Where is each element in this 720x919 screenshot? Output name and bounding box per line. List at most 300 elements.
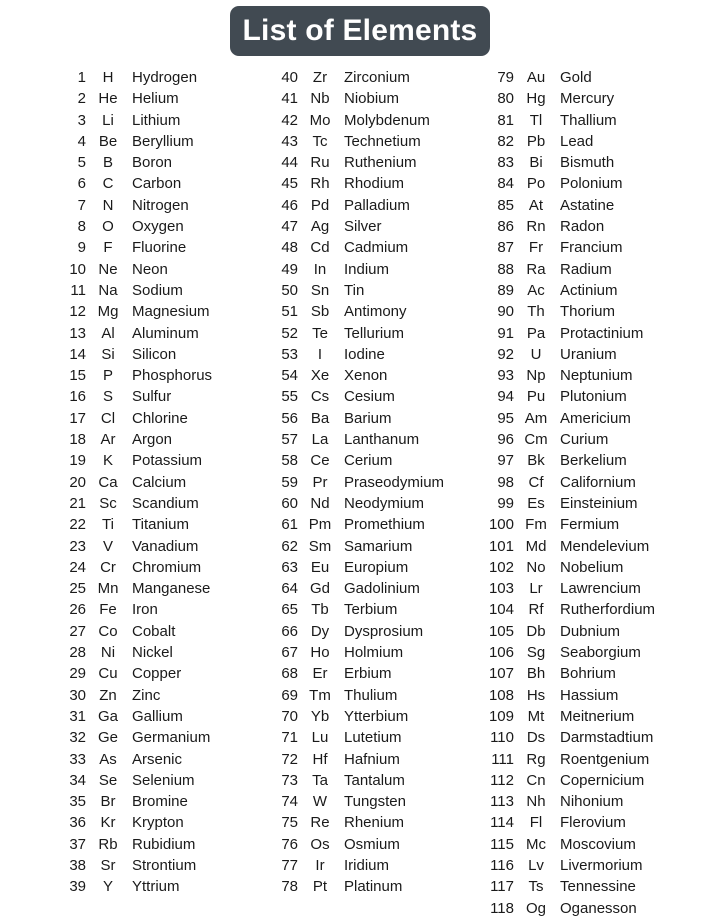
- atomic-number: 115: [490, 835, 514, 853]
- element-symbol: Cn: [526, 771, 546, 789]
- atomic-number: 30: [69, 686, 86, 704]
- element-symbol: Am: [524, 409, 548, 427]
- element-symbol: Rh: [310, 175, 330, 193]
- atomic-number: 86: [497, 218, 514, 236]
- element-symbol: Bk: [527, 452, 545, 470]
- atomic-number: 49: [281, 260, 298, 278]
- atomic-number: 101: [488, 537, 514, 555]
- element-name: Arsenic: [132, 750, 183, 768]
- atomic-number: 39: [69, 878, 86, 896]
- element-row: [252, 876, 444, 897]
- element-row: [40, 706, 212, 727]
- element-row: [468, 557, 655, 578]
- atomic-number: 87: [497, 239, 514, 257]
- element-name: Radium: [560, 260, 612, 278]
- element-row: [252, 812, 444, 833]
- element-name: Strontium: [132, 856, 197, 874]
- element-row: [252, 386, 444, 407]
- element-symbol: In: [313, 260, 327, 278]
- atomic-number: 48: [281, 239, 298, 257]
- element-name: Samarium: [344, 537, 413, 555]
- element-row: [468, 450, 655, 471]
- element-name: Lawrencium: [560, 580, 641, 598]
- element-row: [252, 514, 444, 535]
- atomic-number: 65: [281, 601, 298, 619]
- element-name: Barium: [344, 409, 392, 427]
- element-symbol: P: [102, 367, 113, 385]
- element-name: Tellurium: [344, 324, 405, 342]
- element-row: [468, 578, 655, 599]
- atomic-number: 40: [281, 69, 298, 86]
- atomic-number: 110: [490, 729, 514, 747]
- atomic-number: 53: [281, 345, 298, 363]
- element-name: Oganesson: [560, 899, 637, 917]
- element-symbol: Ge: [97, 729, 118, 747]
- element-row: [468, 386, 655, 407]
- element-name: Ruthenium: [344, 154, 417, 172]
- element-list: [0, 67, 720, 917]
- element-name: Holmium: [344, 644, 404, 662]
- element-name: Americium: [560, 409, 631, 427]
- element-row: [252, 131, 444, 152]
- element-name: Seaborgium: [560, 644, 641, 662]
- element-name: Meitnerium: [560, 707, 635, 725]
- element-symbol: Ni: [100, 644, 116, 662]
- element-row: [468, 237, 655, 258]
- element-row: [468, 536, 655, 557]
- atomic-number: 5: [77, 154, 86, 172]
- element-name: Potassium: [132, 452, 203, 470]
- element-row: [468, 812, 655, 833]
- atomic-number: 67: [281, 644, 298, 662]
- element-symbol: Rg: [526, 750, 546, 768]
- element-symbol: Pt: [312, 878, 328, 896]
- element-symbol: Mc: [526, 835, 546, 853]
- element-name: Chlorine: [132, 409, 188, 427]
- element-name: Osmium: [344, 835, 400, 853]
- element-name: Yttrium: [132, 878, 180, 896]
- atomic-number: 70: [281, 707, 298, 725]
- element-name: Sodium: [132, 281, 183, 299]
- element-row: [468, 429, 655, 450]
- element-row: [252, 67, 444, 88]
- element-row: [40, 280, 212, 301]
- atomic-number: 41: [281, 90, 298, 108]
- element-symbol: Pr: [312, 473, 328, 491]
- atomic-number: 99: [497, 494, 514, 512]
- atomic-number: 42: [281, 111, 298, 129]
- element-row: [40, 67, 212, 88]
- element-name: Platinum: [344, 878, 403, 896]
- atomic-number: 73: [281, 771, 298, 789]
- element-row: [468, 67, 655, 88]
- element-symbol: Ac: [527, 281, 545, 299]
- element-name: Sulfur: [132, 388, 172, 406]
- element-symbol: Se: [98, 771, 118, 789]
- atomic-number: 6: [77, 175, 86, 193]
- element-row: [468, 876, 655, 897]
- atomic-number: 103: [488, 580, 514, 598]
- element-symbol: Ru: [310, 154, 330, 172]
- element-symbol: At: [528, 196, 544, 214]
- atomic-number: 31: [69, 707, 86, 725]
- element-row: [468, 514, 655, 535]
- atomic-number: 102: [488, 558, 514, 576]
- element-name: Berkelium: [560, 452, 627, 470]
- element-symbol: Po: [526, 175, 546, 193]
- element-row: [40, 344, 212, 365]
- element-row: [252, 663, 444, 684]
- element-row: [468, 685, 655, 706]
- atomic-number: 16: [69, 388, 86, 406]
- atomic-number: 22: [69, 516, 86, 534]
- element-symbol: N: [102, 196, 114, 214]
- element-row: [252, 578, 444, 599]
- atomic-number: 118: [490, 899, 514, 917]
- element-symbol: K: [102, 452, 113, 470]
- element-symbol: Lu: [311, 729, 329, 747]
- element-name: Mercury: [560, 90, 615, 108]
- element-symbol: Bi: [529, 154, 543, 172]
- element-symbol: Pa: [526, 324, 546, 342]
- atomic-number: 107: [488, 665, 514, 683]
- element-row: [40, 514, 212, 535]
- atomic-number: 95: [497, 409, 514, 427]
- element-row: [468, 195, 655, 216]
- element-row: [468, 727, 655, 748]
- element-symbol: Pd: [310, 196, 330, 214]
- element-row: [40, 663, 212, 684]
- element-symbol: Na: [98, 281, 118, 299]
- element-symbol: Ho: [310, 644, 330, 662]
- element-row: [252, 216, 444, 237]
- element-row: [252, 323, 444, 344]
- atomic-number: 112: [490, 771, 514, 789]
- element-name: Silver: [344, 218, 382, 236]
- element-name: Bohrium: [560, 665, 616, 683]
- element-name: Iridium: [344, 856, 390, 874]
- atomic-number: 111: [491, 750, 514, 768]
- element-symbol: Db: [526, 622, 546, 640]
- element-name: Nihonium: [560, 793, 624, 811]
- element-symbol: Ce: [310, 452, 330, 470]
- element-row: [40, 493, 212, 514]
- element-name: Lead: [560, 132, 594, 150]
- element-row: [40, 450, 212, 471]
- element-name: Niobium: [344, 90, 400, 108]
- element-symbol: Np: [526, 367, 546, 385]
- atomic-number: 90: [497, 303, 514, 321]
- element-symbol: V: [102, 537, 113, 555]
- element-row: [468, 280, 655, 301]
- element-name: Dysprosium: [344, 622, 424, 640]
- atomic-number: 55: [281, 388, 298, 406]
- element-row: [40, 834, 212, 855]
- atomic-number: 51: [281, 303, 298, 321]
- element-name: Gold: [560, 69, 592, 86]
- atomic-number: 44: [281, 154, 298, 172]
- element-name: Nobelium: [560, 558, 624, 576]
- atomic-number: 13: [69, 324, 86, 342]
- atomic-number: 23: [69, 537, 86, 555]
- element-name: Germanium: [132, 729, 211, 747]
- element-name: Indium: [344, 260, 390, 278]
- element-row: [40, 536, 212, 557]
- element-symbol: Bh: [526, 665, 546, 683]
- element-row: [40, 770, 212, 791]
- element-symbol: Ca: [98, 473, 118, 491]
- element-symbol: Be: [98, 132, 118, 150]
- element-symbol: B: [102, 154, 113, 172]
- element-name: Tennessine: [560, 878, 636, 896]
- element-row: [252, 770, 444, 791]
- element-symbol: Ne: [98, 260, 118, 278]
- atomic-number: 38: [69, 856, 86, 874]
- element-row: [252, 493, 444, 514]
- element-row: [252, 152, 444, 173]
- element-row: [468, 706, 655, 727]
- atomic-number: 61: [281, 516, 298, 534]
- element-symbol: Nd: [310, 494, 330, 512]
- element-symbol: Cl: [100, 409, 116, 427]
- element-symbol: Hs: [526, 686, 546, 704]
- element-symbol: Sb: [310, 303, 330, 321]
- element-name: Selenium: [132, 771, 195, 789]
- atomic-number: 18: [69, 431, 86, 449]
- atomic-number: 96: [497, 431, 514, 449]
- element-symbol: Pb: [526, 132, 546, 150]
- atomic-number: 78: [281, 878, 298, 896]
- element-symbol: Lr: [529, 580, 543, 598]
- element-name: Calcium: [132, 473, 187, 491]
- element-name: Californium: [560, 473, 636, 491]
- element-name: Helium: [132, 90, 179, 108]
- atomic-number: 50: [281, 281, 298, 299]
- element-name: Francium: [560, 239, 623, 257]
- element-row: [252, 259, 444, 280]
- element-name: Einsteinium: [560, 494, 638, 512]
- element-row: [40, 365, 212, 386]
- element-symbol: Ra: [526, 260, 546, 278]
- element-symbol: Mo: [309, 111, 331, 129]
- element-symbol: Cs: [310, 388, 330, 406]
- element-name: Gallium: [132, 707, 183, 725]
- element-symbol: He: [98, 90, 118, 108]
- atomic-number: 106: [488, 644, 514, 662]
- element-name: Polonium: [560, 175, 623, 193]
- element-symbol: Eu: [310, 558, 330, 576]
- element-symbol: Ba: [310, 409, 330, 427]
- atomic-number: 81: [497, 111, 514, 129]
- element-name: Bromine: [132, 793, 188, 811]
- atomic-number: 33: [69, 750, 86, 768]
- element-name: Astatine: [560, 196, 615, 214]
- element-symbol: Th: [527, 303, 545, 321]
- element-column-1: [40, 67, 212, 898]
- element-name: Neptunium: [560, 367, 633, 385]
- element-name: Scandium: [132, 494, 199, 512]
- atomic-number: 114: [490, 814, 514, 832]
- atomic-number: 117: [490, 878, 514, 896]
- atomic-number: 34: [69, 771, 86, 789]
- atomic-number: 28: [69, 644, 86, 662]
- element-row: [468, 323, 655, 344]
- atomic-number: 9: [77, 239, 86, 257]
- atomic-number: 52: [281, 324, 298, 342]
- element-name: Rubidium: [132, 835, 196, 853]
- element-symbol: I: [317, 345, 323, 363]
- element-name: Mendelevium: [560, 537, 650, 555]
- element-name: Manganese: [132, 580, 211, 598]
- element-symbol: Rb: [98, 835, 118, 853]
- element-row: [468, 621, 655, 642]
- element-row: [252, 599, 444, 620]
- element-name: Rutherfordium: [560, 601, 656, 619]
- atomic-number: 12: [69, 303, 86, 321]
- atomic-number: 97: [497, 452, 514, 470]
- element-name: Roentgenium: [560, 750, 650, 768]
- element-symbol: Mg: [97, 303, 119, 321]
- element-name: Rhodium: [344, 175, 405, 193]
- element-symbol: Sc: [99, 494, 117, 512]
- atomic-number: 88: [497, 260, 514, 278]
- element-symbol: Te: [312, 324, 328, 342]
- element-row: [252, 706, 444, 727]
- atomic-number: 35: [69, 793, 86, 811]
- element-symbol: W: [312, 793, 328, 811]
- element-row: [40, 685, 212, 706]
- element-symbol: Yb: [310, 707, 330, 725]
- element-name: Hafnium: [344, 750, 400, 768]
- element-symbol: Nb: [310, 90, 330, 108]
- element-name: Silicon: [132, 345, 177, 363]
- atomic-number: 89: [497, 281, 514, 299]
- element-name: Actinium: [560, 281, 618, 299]
- element-name: Phosphorus: [132, 367, 213, 385]
- element-row: [252, 472, 444, 493]
- atomic-number: 85: [497, 196, 514, 214]
- element-column-3: [468, 67, 655, 919]
- element-row: [468, 855, 655, 876]
- element-symbol: Ag: [310, 218, 330, 236]
- element-row: [40, 876, 212, 897]
- element-name: Argon: [132, 431, 173, 449]
- element-row: [468, 791, 655, 812]
- element-symbol: Tm: [309, 686, 331, 704]
- atomic-number: 105: [488, 622, 514, 640]
- atomic-number: 68: [281, 665, 298, 683]
- element-name: Praseodymium: [344, 473, 445, 491]
- element-name: Lanthanum: [344, 431, 420, 449]
- atomic-number: 56: [281, 409, 298, 427]
- element-row: [468, 834, 655, 855]
- element-symbol: Dy: [310, 622, 330, 640]
- atomic-number: 82: [497, 132, 514, 150]
- element-symbol: Ds: [526, 729, 546, 747]
- element-symbol: Sm: [308, 537, 332, 555]
- element-row: [40, 237, 212, 258]
- element-name: Iron: [132, 601, 158, 619]
- element-symbol: Er: [312, 665, 328, 683]
- element-row: [40, 749, 212, 770]
- element-name: Aluminum: [132, 324, 199, 342]
- element-symbol: Pm: [308, 516, 332, 534]
- atomic-number: 1: [77, 69, 86, 86]
- element-row: [468, 152, 655, 173]
- element-name: Hassium: [560, 686, 619, 704]
- element-symbol: Ga: [97, 707, 118, 725]
- atomic-number: 58: [281, 452, 298, 470]
- element-name: Ytterbium: [344, 707, 409, 725]
- element-symbol: F: [103, 239, 113, 257]
- element-row: [468, 663, 655, 684]
- element-name: Promethium: [344, 516, 425, 534]
- element-symbol: Og: [525, 899, 546, 917]
- element-name: Lutetium: [344, 729, 402, 747]
- atomic-number: 11: [70, 281, 86, 299]
- atomic-number: 84: [497, 175, 514, 193]
- element-row: [468, 131, 655, 152]
- element-symbol: Cr: [100, 558, 116, 576]
- element-row: [252, 536, 444, 557]
- element-symbol: O: [102, 218, 114, 236]
- element-row: [252, 749, 444, 770]
- element-row: [468, 344, 655, 365]
- element-row: [40, 173, 212, 194]
- element-symbol: Sg: [526, 644, 546, 662]
- element-name: Dubnium: [560, 622, 621, 640]
- atomic-number: 72: [281, 750, 298, 768]
- atomic-number: 8: [77, 218, 86, 236]
- element-row: [252, 557, 444, 578]
- element-symbol: Tc: [312, 132, 328, 150]
- atomic-number: 27: [69, 622, 86, 640]
- atomic-number: 108: [488, 686, 514, 704]
- element-symbol: Br: [100, 793, 116, 811]
- element-symbol: Cd: [310, 239, 330, 257]
- atomic-number: 75: [281, 814, 298, 832]
- element-row: [252, 834, 444, 855]
- atomic-number: 29: [69, 665, 86, 683]
- atomic-number: 46: [281, 196, 298, 214]
- atomic-number: 94: [497, 388, 514, 406]
- element-symbol: Sr: [100, 856, 116, 874]
- element-name: Cobalt: [132, 622, 176, 640]
- element-symbol: Xe: [310, 367, 330, 385]
- atomic-number: 59: [281, 473, 298, 491]
- element-row: [252, 791, 444, 812]
- element-row: [40, 216, 212, 237]
- element-symbol: Li: [102, 111, 114, 129]
- element-symbol: Cu: [98, 665, 118, 683]
- element-row: [40, 88, 212, 109]
- page-title: List of Elements: [230, 6, 490, 56]
- element-row: [252, 450, 444, 471]
- element-row: [252, 195, 444, 216]
- element-name: Thallium: [560, 111, 617, 129]
- element-row: [40, 323, 212, 344]
- element-symbol: H: [102, 69, 114, 86]
- atomic-number: 54: [281, 367, 298, 385]
- element-row: [40, 855, 212, 876]
- element-symbol: No: [526, 558, 546, 576]
- element-row: [468, 770, 655, 791]
- atomic-number: 10: [69, 260, 86, 278]
- element-row: [252, 88, 444, 109]
- element-name: Radon: [560, 218, 605, 236]
- element-name: Protactinium: [560, 324, 644, 342]
- element-name: Moscovium: [560, 835, 636, 853]
